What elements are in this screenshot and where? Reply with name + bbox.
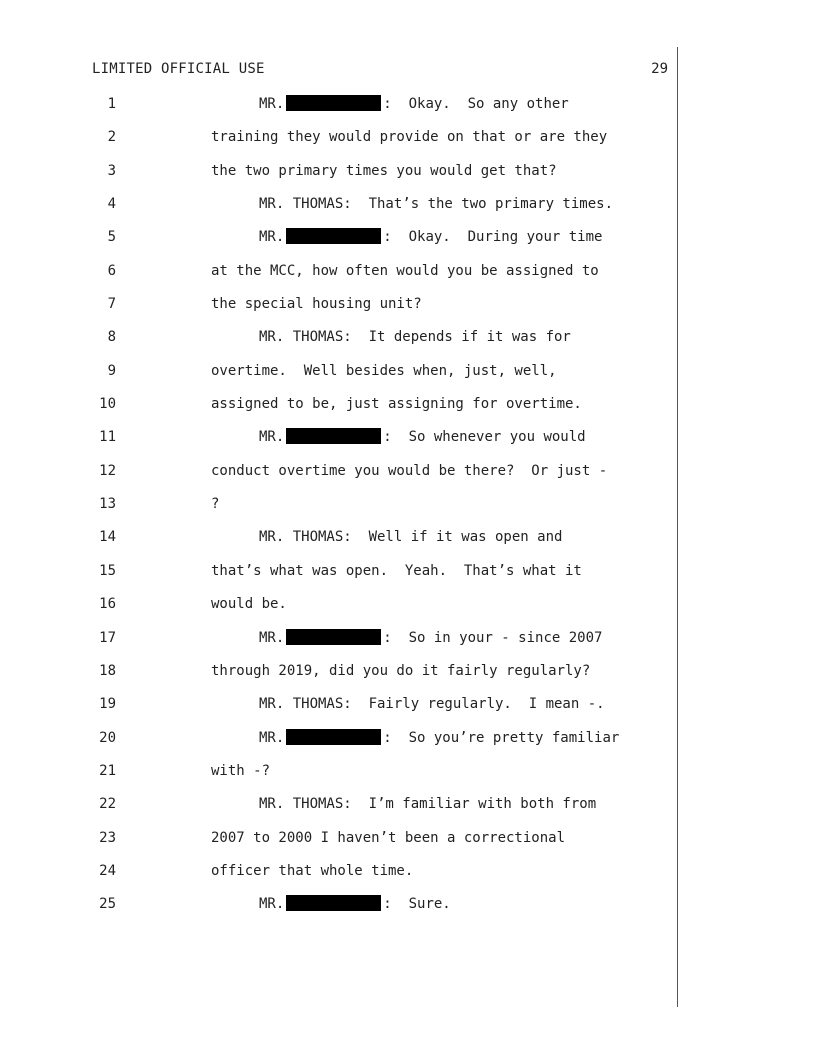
line-text: conduct overtime you would be there? Or just -: [211, 462, 608, 479]
line-number: 22: [99, 796, 116, 813]
transcript-line: [0, 427, 816, 460]
transcript-line: [0, 828, 816, 861]
line-number: 16: [99, 596, 116, 613]
line-text: assigned to be, just assigning for overtime.: [211, 396, 582, 413]
line-text: MR. THOMAS: Fairly regularly. I mean -.: [259, 696, 605, 713]
transcript-line: [0, 294, 816, 327]
redaction-box: [286, 428, 381, 444]
line-number: 15: [99, 562, 116, 579]
transcript-line: [0, 494, 816, 527]
line-text: officer that whole time.: [211, 862, 414, 879]
line-number: 1: [107, 96, 116, 112]
transcript-line: [0, 861, 816, 894]
transcript-line: [0, 628, 816, 661]
line-text-remainder: : So in your - since 2007: [383, 629, 603, 646]
redaction-box: [286, 729, 381, 745]
speaker-label: MR.: [259, 729, 285, 746]
transcript-line: [0, 761, 816, 794]
line-text-remainder: : Okay. So any other: [383, 96, 569, 112]
line-text: [259, 94, 569, 114]
transcript-line: [0, 261, 816, 294]
transcript-line: [0, 594, 816, 627]
line-text: would be.: [211, 596, 287, 613]
line-number: 20: [99, 729, 116, 746]
line-text-remainder: : So whenever you would: [383, 429, 586, 446]
line-number: 21: [99, 762, 116, 779]
line-number: 23: [99, 829, 116, 846]
line-text-remainder: : Okay. During your time: [383, 229, 603, 246]
line-text: with -?: [211, 762, 271, 779]
transcript-line: [0, 561, 816, 594]
transcript-line: [0, 694, 816, 727]
line-text: [259, 894, 451, 914]
line-text: 2007 to 2000 I haven’t been a correctional: [211, 829, 566, 846]
transcript-line: [0, 227, 816, 260]
redaction-box: [286, 228, 381, 244]
line-text: overtime. Well besides when, just, well,: [211, 362, 557, 379]
line-text: MR. THOMAS: That’s the two primary times.: [259, 196, 614, 213]
redaction-box: [286, 895, 381, 911]
redaction-box: [286, 629, 381, 645]
line-number: 9: [107, 362, 116, 379]
line-number: 3: [107, 162, 116, 179]
transcript-line: [0, 794, 816, 827]
line-number: 7: [107, 296, 116, 313]
speaker-label: MR.: [259, 629, 285, 646]
line-text: MR. THOMAS: It depends if it was for: [259, 329, 571, 346]
line-text: MR. THOMAS: I’m familiar with both from: [259, 796, 597, 813]
line-number: 14: [99, 529, 116, 546]
transcript-line: [0, 94, 816, 127]
line-text: MR. THOMAS: Well if it was open and: [259, 529, 563, 546]
line-number: 4: [107, 196, 116, 213]
line-number: 5: [107, 229, 116, 246]
line-number: 12: [99, 462, 116, 479]
line-text: the special housing unit?: [211, 296, 422, 313]
line-number: 6: [107, 262, 116, 279]
line-text: that’s what was open. Yeah. That’s what it: [211, 562, 582, 579]
line-number: 17: [99, 629, 116, 646]
line-number: 10: [99, 396, 116, 413]
line-number: 2: [107, 129, 116, 146]
transcript-line: [0, 361, 816, 394]
speaker-label: MR.: [259, 229, 285, 246]
line-text: at the MCC, how often would you be assigned to: [211, 262, 599, 279]
line-number: 13: [99, 496, 116, 513]
line-text: the two primary times you would get that?: [211, 162, 557, 179]
line-text: [259, 628, 602, 648]
line-text-remainder: : Sure.: [383, 896, 451, 913]
classification-header: LIMITED OFFICIAL USE: [92, 61, 265, 77]
line-text: training they would provide on that or are they: [211, 129, 608, 146]
transcript-line: [0, 127, 816, 160]
line-text: ?: [211, 496, 220, 513]
transcript-line: [0, 394, 816, 427]
line-text: [259, 427, 586, 447]
transcript-line: [0, 461, 816, 494]
speaker-label: MR.: [259, 429, 285, 446]
line-number: 25: [99, 896, 116, 913]
line-number: 19: [99, 696, 116, 713]
transcript-line: [0, 894, 816, 927]
redaction-box: [286, 95, 381, 111]
transcript-line: [0, 194, 816, 227]
transcript-line: [0, 161, 816, 194]
line-number: 18: [99, 662, 116, 679]
speaker-label: MR.: [259, 96, 285, 112]
line-number: 11: [99, 429, 116, 446]
speaker-label: MR.: [259, 896, 285, 913]
line-text: [259, 227, 602, 247]
transcript-line: [0, 527, 816, 560]
transcript-line: [0, 728, 816, 761]
page-number: 29: [651, 61, 668, 77]
line-number: 8: [107, 329, 116, 346]
line-number: 24: [99, 862, 116, 879]
line-text-remainder: : So you’re pretty familiar: [383, 729, 620, 746]
transcript-line: [0, 327, 816, 360]
line-text: through 2019, did you do it fairly regularly?: [211, 662, 591, 679]
transcript-body: [0, 94, 816, 928]
line-text: [259, 728, 619, 748]
transcript-line: [0, 661, 816, 694]
